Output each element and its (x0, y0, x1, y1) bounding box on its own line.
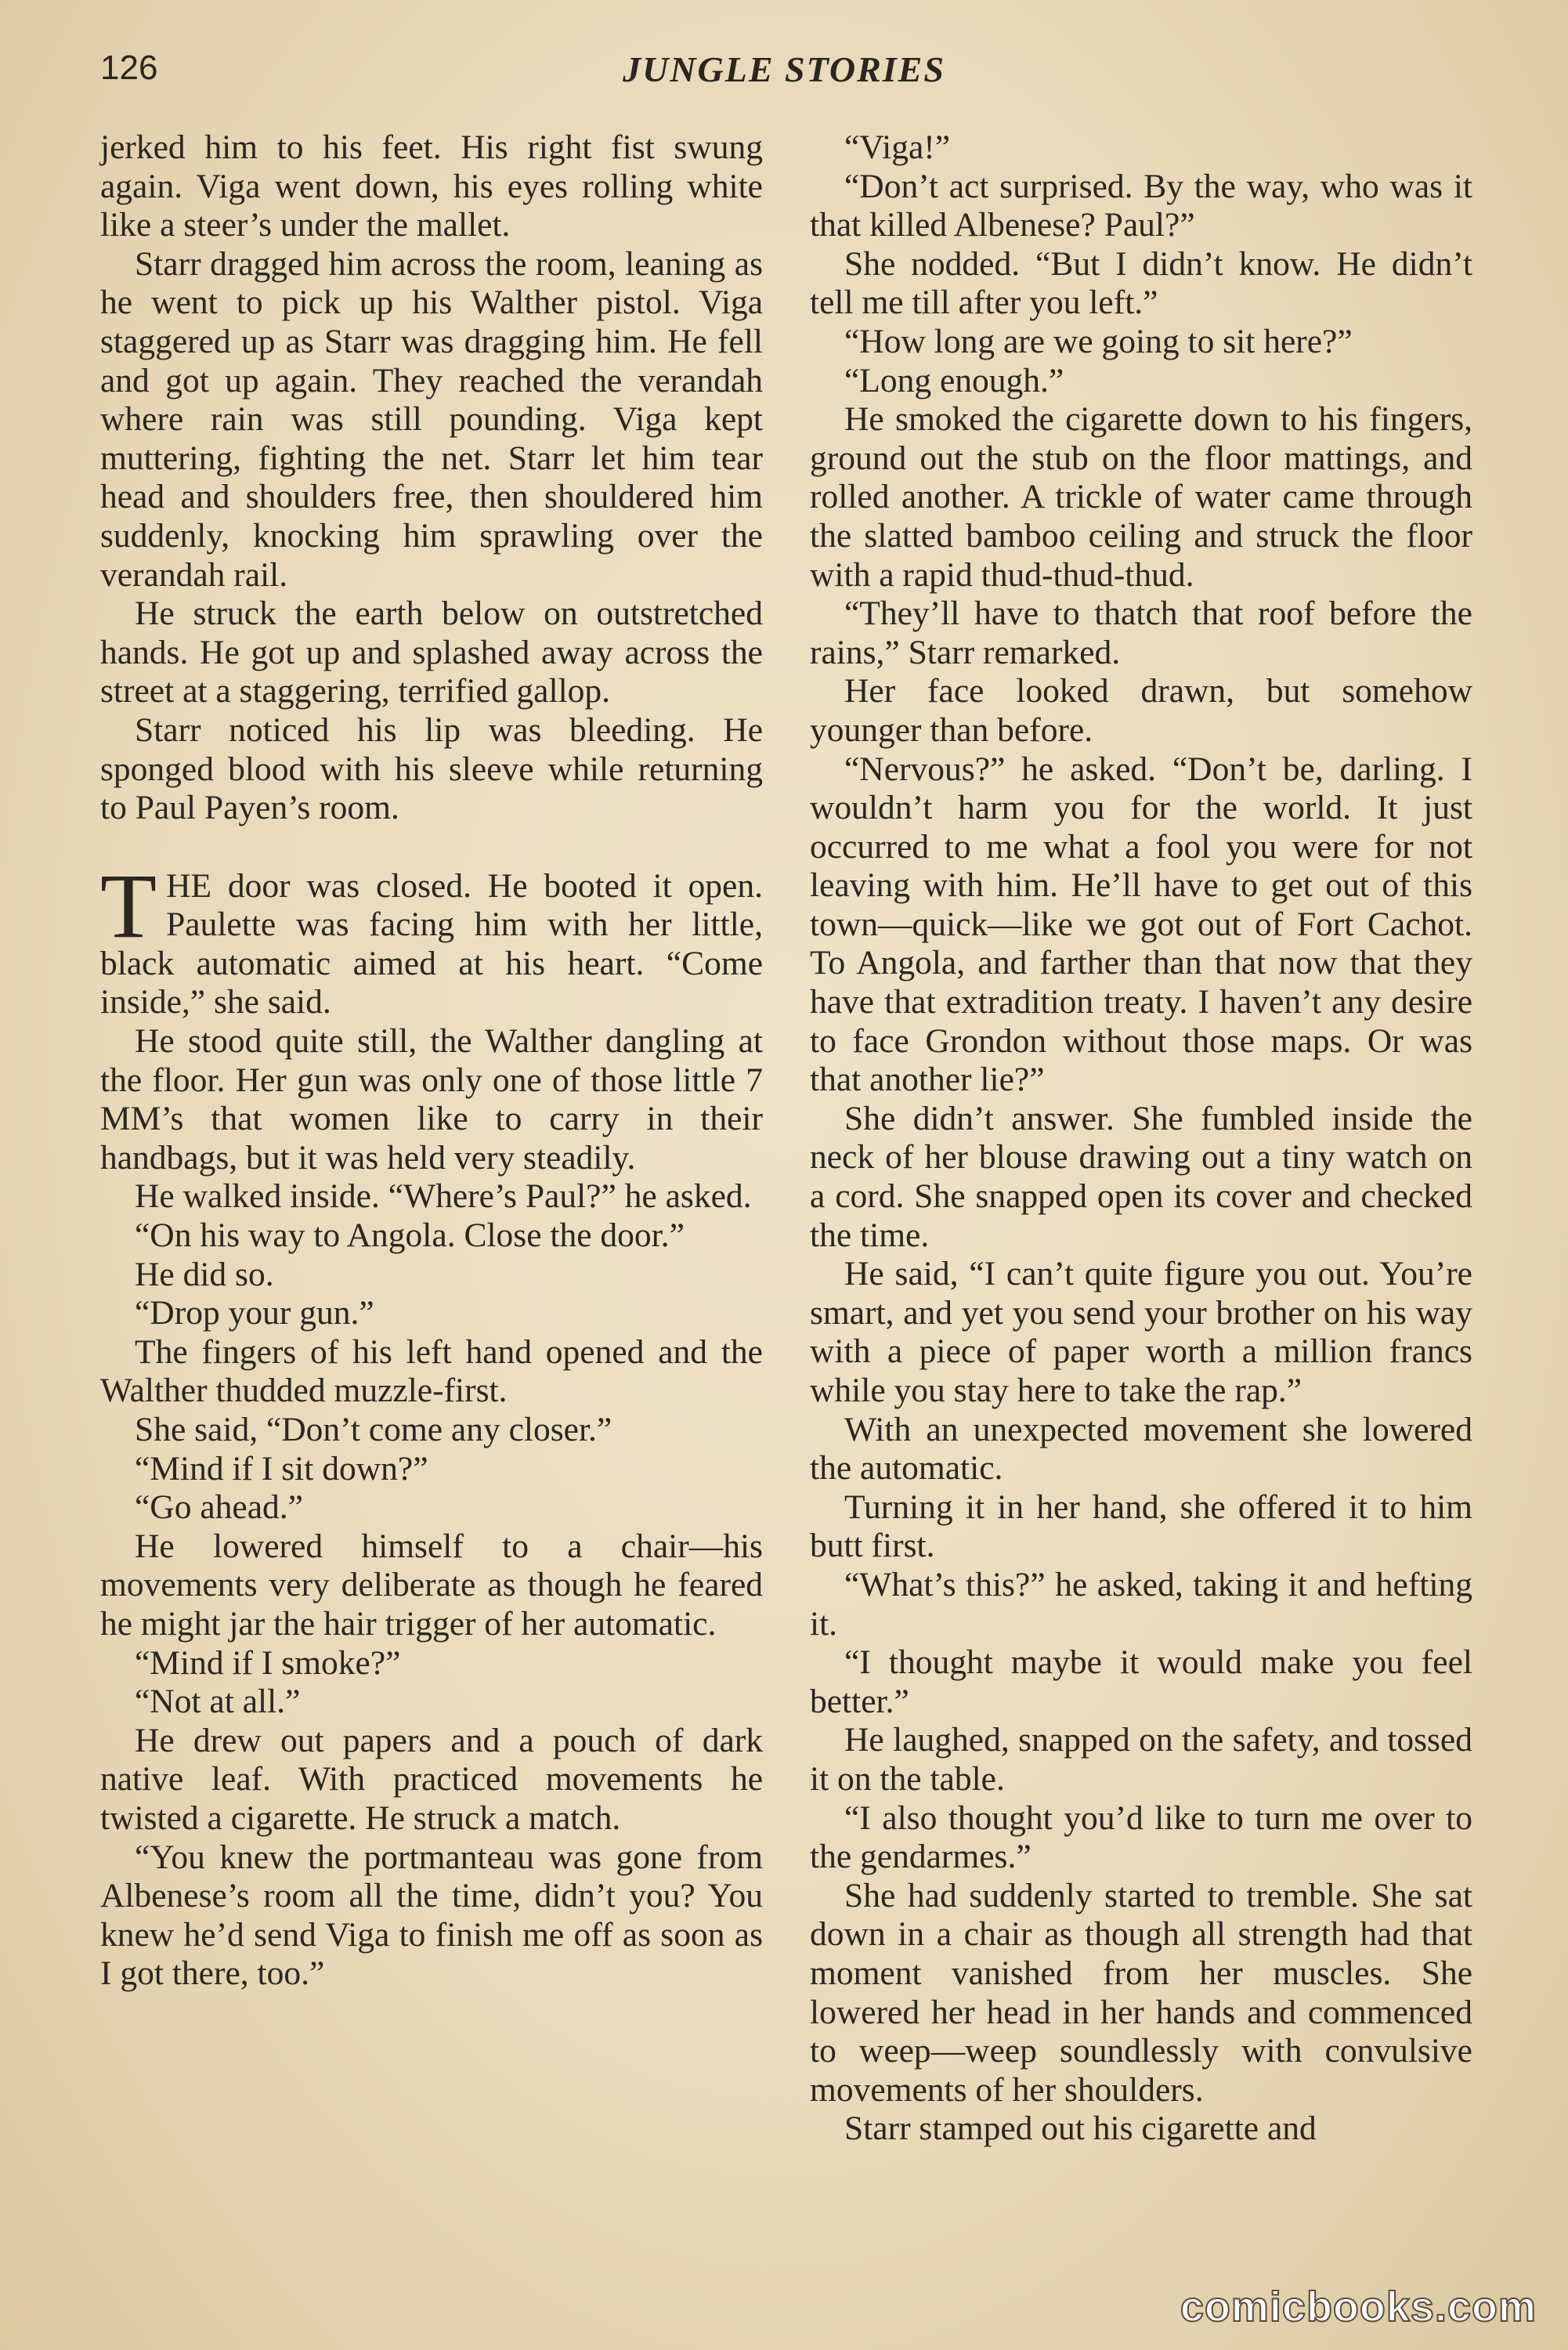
paragraph: “They’ll have to thatch that roof before the rains,” Starr remarked. (810, 595, 1472, 671)
paragraph: He struck the earth below on outstretched hands. He got up and splashed away across the street at a staggering, terrified gallop. (100, 595, 763, 710)
running-title: JUNGLE STORIES (623, 49, 945, 89)
watermark: comicbooks.com (1180, 2283, 1537, 2330)
page-header (100, 49, 1468, 96)
section-opening-text: HE door was closed. He booted it open. Paulette was facing him with her little, black automatic aimed at his heart. “Come inside,” she said. (100, 866, 763, 1021)
paragraph: “I also thought you’d like to turn me over to the gendarmes.” (810, 1799, 1472, 1876)
paragraph: “Mind if I sit down?” (135, 1449, 428, 1488)
paragraph: She nodded. “But I didn’t know. He didn’t tell me till after you left.” (810, 244, 1472, 322)
drop-cap: T (100, 854, 157, 957)
paragraph: “How long are we going to sit here?” (844, 322, 1353, 360)
paragraph: He did so. (135, 1255, 274, 1293)
paragraph: “Nervous?” he asked. “Don’t be, darling. I wouldn’t harm you for the world. It just occurred to me what a fool you were for not leaving with him. He’ll have to get out of this town—quick—like we got out of Fort Cachot. To Angola, and farther than that now that they have that extradition treaty. I haven’t any desire to face Grondon without those maps. Or was that another lie?” (810, 750, 1472, 1099)
paragraph: “Viga!” (844, 128, 951, 166)
paragraph: “I thought maybe it would make you feel better.” (810, 1643, 1472, 1720)
left-column (100, 128, 763, 1994)
paragraph: Starr noticed his lip was bleeding. He sponged blood with his sleeve while returning to Paul Payen’s room. (100, 710, 763, 827)
page-number: 126 (100, 49, 158, 87)
section-opening-paragraph (100, 854, 763, 1022)
paragraph: “On his way to Angola. Close the door.” (135, 1217, 685, 1255)
paragraph: He lowered himself to a chair—his movements very deliberate as though he feared he might jar the hair trigger of her automatic. (100, 1527, 763, 1643)
paragraph: He laughed, snapped on the safety, and tossed it on the table. (810, 1721, 1472, 1798)
paragraph: With an unexpected movement she lowered the automatic. (810, 1410, 1472, 1488)
paragraph: She had suddenly started to tremble. She sat down in a chair as though all strength had that moment vanished from her muscles. She lowered her head in her hands and commenced to weep—weep soundlessly with convulsive movements of her shoulders. (810, 1876, 1472, 2109)
paragraph: She said, “Don’t come any closer.” (135, 1411, 612, 1448)
paragraph: She didn’t answer. She fumbled inside the neck of her blouse drawing out a tiny watch on a cord. She snapped open its cover and checked the time. (810, 1099, 1472, 1254)
paragraph: “You knew the portmanteau was gone from Albenese’s room all the time, didn’t you? You knew he’d send Viga to finish me off as soon as I got there, too.” (100, 1838, 763, 1993)
paragraph: He stood quite still, the Walther dangling at the floor. Her gun was only one of those little 7 MM’s that women like to carry in their handbags, but it was held very steadily. (100, 1022, 763, 1177)
paragraph: He drew out papers and a pouch of dark native leaf. With practiced movements he twisted a cigarette. He struck a match. (100, 1721, 763, 1837)
paragraph: “Mind if I smoke?” (135, 1643, 401, 1682)
paragraph: Starr stamped out his cigarette and (844, 2110, 1317, 2148)
paragraph: Her face looked drawn, but somehow younger than before. (810, 672, 1472, 749)
paragraph: jerked him to his feet. His right fist swung again. Viga went down, his eyes rolling white like a steer’s under the mallet. (100, 128, 763, 244)
paragraph: “Don’t act surprised. By the way, who was it that killed Albenese? Paul?” (810, 167, 1472, 244)
paragraph: Turning it in her hand, she offered it to him butt first. (810, 1488, 1472, 1565)
paragraph: “Go ahead.” (135, 1488, 303, 1527)
right-column (810, 128, 1472, 2149)
paragraph: He smoked the cigarette down to his fingers, ground out the stub on the floor mattings, and rolled another. A trickle of water came through the slatted bamboo ceiling and struck the floor with a rapid thud-thud-thud. (810, 400, 1472, 594)
paragraph: He said, “I can’t quite figure you out. You’re smart, and yet you send your brother on his way with a piece of paper worth a million francs while you stay here to take the rap.” (810, 1255, 1472, 1409)
paragraph: He walked inside. “Where’s Paul?” he asked. (135, 1177, 752, 1216)
paragraph: “Long enough.” (844, 361, 1064, 400)
paragraph: “Drop your gun.” (135, 1294, 374, 1332)
paragraph: The fingers of his left hand opened and the Walther thudded muzzle-first. (100, 1332, 763, 1410)
paragraph: “Not at all.” (135, 1683, 301, 1721)
paragraph: Starr dragged him across the room, leaning as he went to pick up his Walther pistol. Viga staggered up as Starr was dragging him. He fell and got up again. They reached the verandah where rain was still pounding. Viga kept muttering, fighting the net. Starr let him tear head and shoulders free, then shouldered him suddenly, knocking him sprawling over the verandah rail. (100, 244, 763, 594)
paragraph: “What’s this?” he asked, taking it and hefting it. (810, 1565, 1472, 1643)
